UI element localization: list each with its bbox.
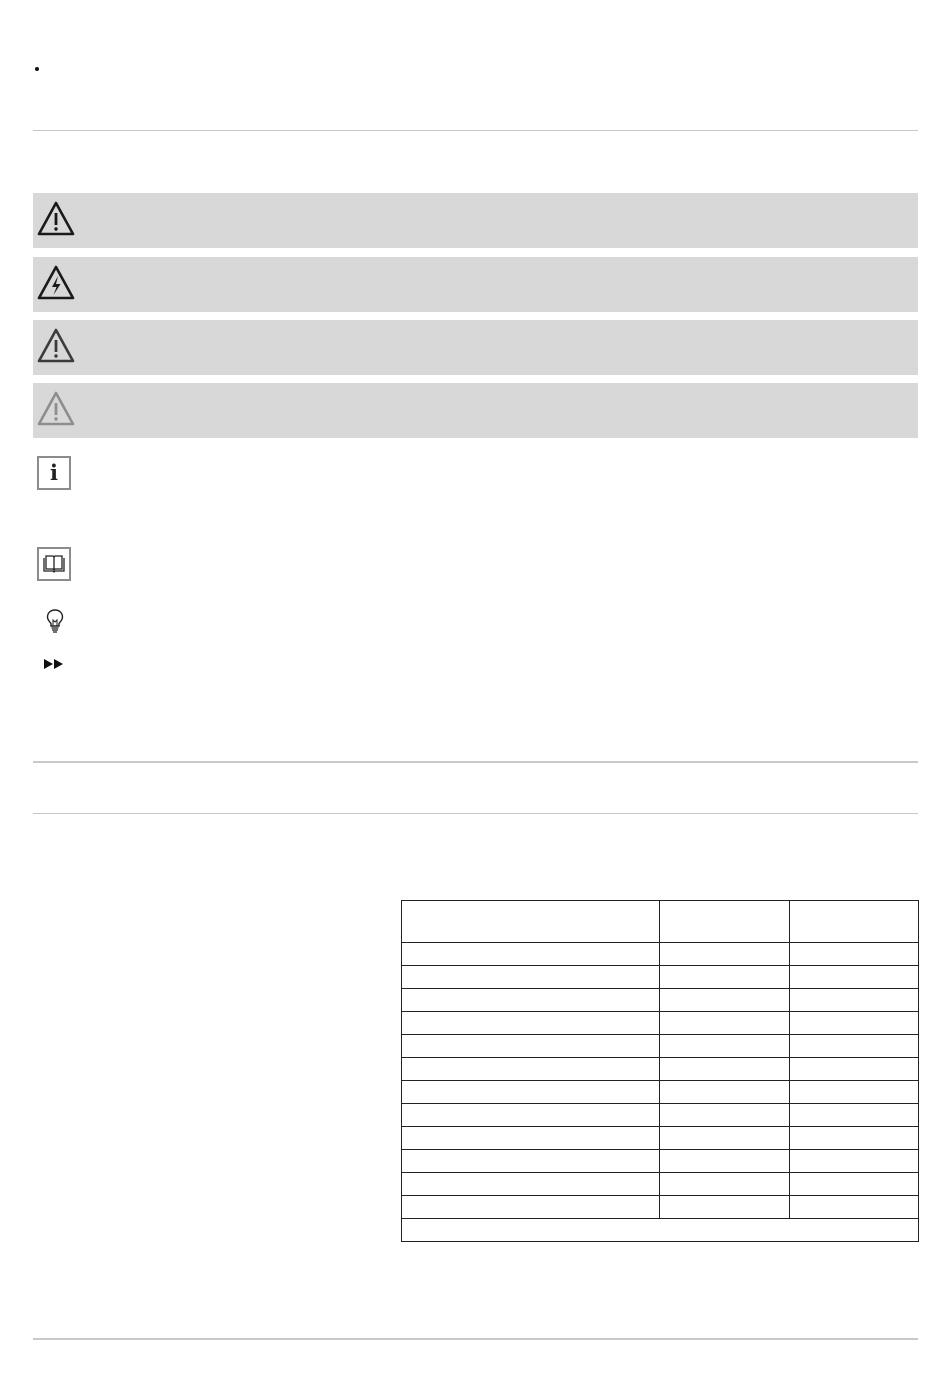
table-row [402, 1081, 919, 1104]
list-bullet [35, 67, 39, 71]
lightbulb-icon [45, 608, 65, 634]
table-cell [402, 989, 660, 1012]
book-glyph-icon [39, 549, 69, 579]
open-book-icon [37, 547, 71, 581]
electric-hazard-icon [36, 264, 76, 302]
table-cell [790, 1127, 919, 1150]
table-cell [660, 943, 790, 966]
section-divider [33, 130, 918, 131]
table-cell [660, 1127, 790, 1150]
table-cell [660, 1173, 790, 1196]
column-header [660, 901, 790, 943]
table-cell [790, 943, 919, 966]
table-cell [660, 1035, 790, 1058]
table-row [402, 1012, 919, 1035]
table-row [402, 943, 919, 966]
table-row [402, 1035, 919, 1058]
table-cell [660, 1058, 790, 1081]
column-header [790, 901, 919, 943]
table-cell [660, 1196, 790, 1219]
table-cell [402, 1150, 660, 1173]
table-cell [402, 1104, 660, 1127]
table-cell [402, 1081, 660, 1104]
table-cell [402, 1058, 660, 1081]
table-cell [402, 966, 660, 989]
table-row [402, 1104, 919, 1127]
attention-triangle-icon [36, 390, 76, 428]
table-cell [790, 966, 919, 989]
electric-warning-bar [33, 257, 918, 312]
footer-divider [33, 1338, 918, 1340]
table-cell [660, 1104, 790, 1127]
table-row [402, 1127, 919, 1150]
caution-triangle-icon [36, 327, 76, 365]
table-row [402, 1150, 919, 1173]
table-cell [790, 1196, 919, 1219]
table-cell [790, 1035, 919, 1058]
table-cell [402, 1035, 660, 1058]
column-header [402, 901, 660, 943]
data-table [401, 900, 919, 1242]
warning-triangle-icon [36, 200, 76, 238]
table-cell [790, 1173, 919, 1196]
section-divider [33, 761, 918, 763]
section-divider [33, 813, 918, 814]
table-cell [790, 1058, 919, 1081]
table-row [402, 1196, 919, 1219]
information-icon [37, 456, 71, 490]
table-cell [790, 1081, 919, 1104]
table-cell [660, 1150, 790, 1173]
table-cell [790, 1150, 919, 1173]
table-cell [660, 1081, 790, 1104]
table-cell [790, 989, 919, 1012]
table-row [402, 1173, 919, 1196]
table-row [402, 989, 919, 1012]
fast-forward-icon [43, 658, 65, 670]
table-cell [402, 1127, 660, 1150]
table-row [402, 966, 919, 989]
table-cell [402, 1173, 660, 1196]
table-header-row [402, 901, 919, 943]
table-cell [402, 1196, 660, 1219]
table-cell [402, 943, 660, 966]
table-cell [402, 1012, 660, 1035]
table-cell [790, 1104, 919, 1127]
attention-warning-bar [33, 383, 918, 438]
table-cell [660, 1012, 790, 1035]
table-footer-note [402, 1219, 919, 1242]
caution-warning-bar [33, 320, 918, 375]
danger-warning-bar [33, 193, 918, 248]
table-cell [790, 1012, 919, 1035]
table-cell [660, 989, 790, 1012]
table-footer-row [402, 1219, 919, 1242]
table-cell [660, 966, 790, 989]
table-row [402, 1058, 919, 1081]
info-glyph: i [50, 460, 58, 485]
